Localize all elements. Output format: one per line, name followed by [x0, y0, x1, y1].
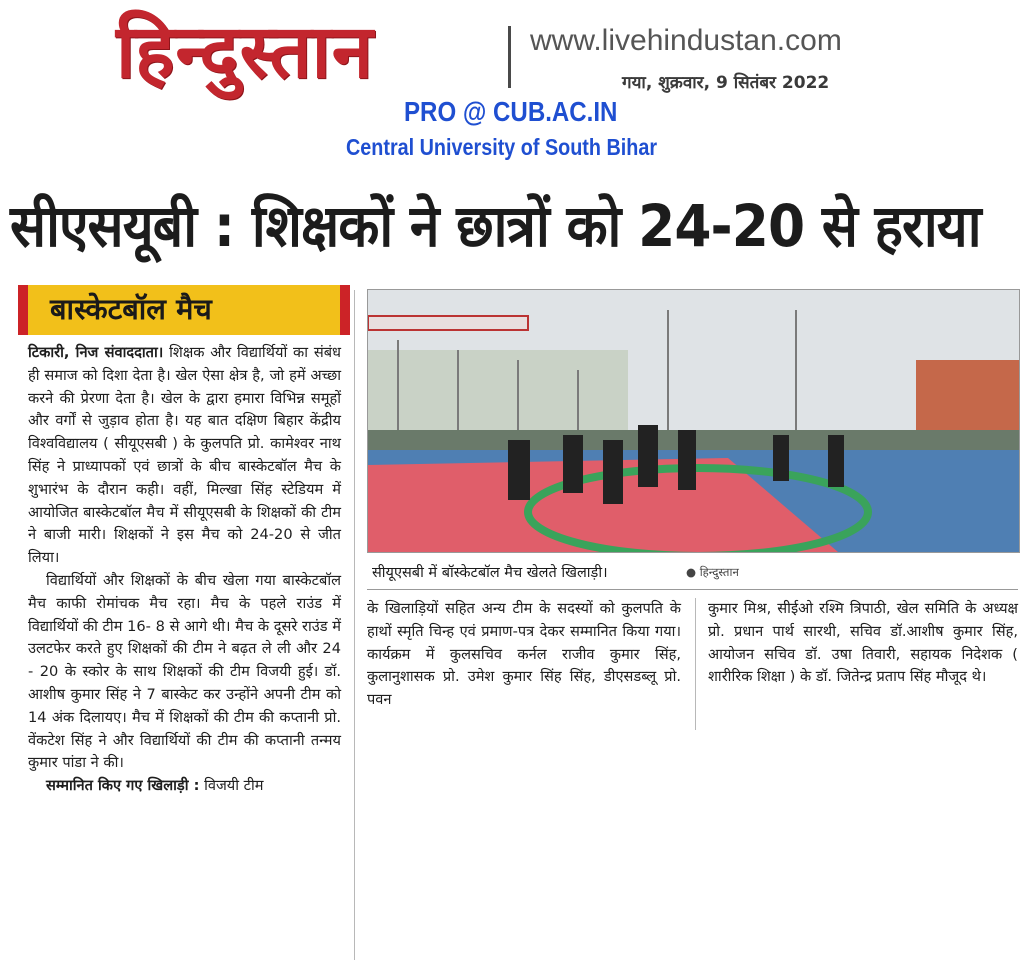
subhead-tail: विजयी टीम [204, 777, 264, 795]
article-headline: सीएसयूबी : शिक्षकों ने छात्रों को 24-20 से हराया [10, 192, 981, 260]
article-column-3-text: कुमार मिश्र, सीईओ रश्मि त्रिपाठी, खेल समिति के अध्यक्ष प्रो. प्रधान पार्थ सारथी, सचिव डॉ.आशीष कुमार सिंह, आयोजन सचिव डॉ. उषा तिवारी, सहायक निदेशक ( शारीरिक शिक्षा ) के डॉ. जितेन्द्र प्रताप सिंह मौजूद थे। [708, 600, 1018, 686]
masthead-divider [508, 26, 511, 88]
basketball-backboard [368, 316, 528, 330]
article-paragraph-1 [28, 342, 341, 570]
caption-rule [367, 589, 1018, 590]
column-divider-1 [354, 290, 355, 960]
newspaper-masthead: हिन्दुस्तान [116, 9, 374, 95]
university-name-overlay: Central University of South Bihar [346, 134, 658, 160]
byline: टिकारी, निज संवाददाता। [28, 344, 164, 361]
photo-fence [368, 350, 628, 440]
photo-credit: ● हिन्दुस्तान [686, 565, 739, 579]
column-divider-2 [695, 598, 696, 730]
subhead: सम्मानित किए गए खिलाड़ी : [46, 777, 200, 795]
pro-email-overlay: PRO @ CUB.AC.IN [404, 96, 618, 127]
photo-caption: सीयूएसबी में बॉस्केटबॉल मैच खेलते खिलाड़ी। [372, 565, 608, 581]
website-url[interactable]: www.livehindustan.com [530, 24, 842, 57]
section-label-banner [28, 285, 340, 335]
news-photo [367, 289, 1020, 553]
article-column-2 [367, 598, 681, 712]
dateline: गया, शुक्रवार, 9 सितंबर 2022 [622, 73, 830, 93]
paragraph-1-text: शिक्षक और विद्यार्थियों का संबंध ही समाज को दिशा देता है। खेल ऐसा क्षेत्र है, जो हमें अच्छा करने की प्रेरणा देता है। खेल के द्वारा हमारा विभिन्न समूहों और वर्गों से जुड़ाव होता है। यह बात दक्षिण बिहार केंद्रीय विश्वविद्यालय ( सीयूएसबी ) के कुलपति प्रो. कामेश्वर नाथ सिंह ने प्राध्यापकों एवं छात्रों के बीच बास्केटबॉल मैच के शुभारंभ के दौरान कही। वहीं, मिल्खा सिंह स्टेडियम में आयोजित बास्केटबॉल मैच में सीयूएसबी के शिक्षकों की टीम ने बाजी मारी। शिक्षकों ने इस मैच को 24-20 से जीत लिया। [28, 344, 341, 567]
basketball-court-photo [368, 290, 1019, 552]
article-column-2-text: के खिलाड़ियों सहित अन्य टीम के सदस्यों को कुलपति के हाथों स्मृति चिन्ह एवं प्रमाण-पत्र देकर सम्मानित किया गया। कार्यक्रम में कुलसचिव कर्नल राजीव कुमार सिंह, कुलानुशासक प्रो. उमेश कुमार सिंह सिंह, डीएसडब्लू प्रो. पवन [367, 600, 681, 709]
section-label: बास्केटबॉल मैच [50, 292, 212, 326]
article-paragraph-2: विद्यार्थियों और शिक्षकों के बीच खेला गया बास्केटबॉल मैच काफी रोमांचक मैच रहा। मैच के पहले राउंड में विद्यार्थियों की टीम 16- 8 से आगे थी। मैच के दूसरे राउंड में उलटफेर करते हुए शिक्षकों की टीम ने बढ़त ले ली और 24 - 20 के स्कोर के साथ शिक्षकों की टीम विजयी हुई। डॉ. आशीष कुमार सिंह ने 7 बास्केट कर उन्होंने अपनी टीम को 14 अंक दिलायए। मैच में शिक्षकों की टीम की कप्तानी प्रो. वेंकटेश सिंह ने और विद्यार्थियों की टीम की कप्तानी तन्मय कुमार पांडा ने की। [28, 571, 341, 772]
article-column-3 [708, 598, 1018, 689]
photo-building [916, 360, 1019, 435]
article-column-1 [28, 342, 341, 798]
article-subhead-line [28, 775, 341, 798]
